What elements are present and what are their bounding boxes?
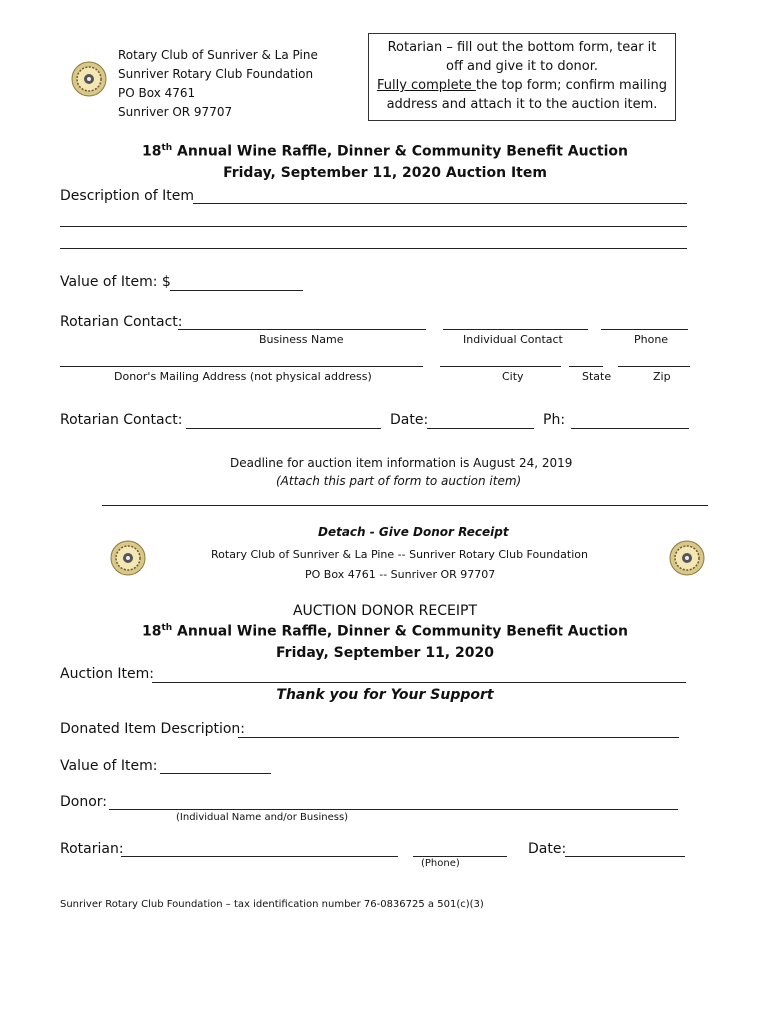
receipt-date-field[interactable]: [565, 856, 685, 857]
date-label: Date:: [390, 412, 429, 428]
individual-contact-field[interactable]: [443, 329, 588, 330]
receipt-phone-caption: (Phone): [421, 858, 460, 869]
ph-field[interactable]: [571, 428, 689, 429]
donor-field[interactable]: [109, 809, 678, 810]
receipt-po-box: PO Box 4761 -- Sunriver OR 97707: [305, 568, 496, 581]
receipt-date-label: Date:: [528, 841, 567, 857]
detach-note: Detach - Give Donor Receipt: [318, 525, 509, 539]
business-name-field[interactable]: [178, 329, 426, 330]
state-caption: State: [582, 370, 612, 383]
date-field[interactable]: [427, 428, 534, 429]
rotary-seal-icon: [110, 540, 146, 576]
foundation-name: Sunriver Rotary Club Foundation: [118, 67, 314, 81]
description-field-line[interactable]: [60, 248, 687, 249]
receipt-org-line: Rotary Club of Sunriver & La Pine -- Sunriver Rotary Club Foundation: [211, 548, 588, 561]
notice-line: address and attach it to the auction item.: [386, 97, 658, 112]
rotary-seal-icon: [669, 540, 705, 576]
donated-description-field[interactable]: [238, 737, 679, 738]
individual-contact-caption: Individual Contact: [463, 333, 563, 346]
value-label: Value of Item: $: [60, 274, 171, 290]
ph-label: Ph:: [543, 412, 566, 428]
donor-label: Donor:: [60, 794, 108, 810]
rotarian-label: Rotarian:: [60, 841, 124, 857]
attach-note: (Attach this part of form to auction item): [276, 474, 522, 488]
phone-field[interactable]: [601, 329, 688, 330]
notice-rest: the top form; confirm mailing: [475, 78, 668, 93]
receipt-phone-field[interactable]: [413, 856, 507, 857]
rotary-seal-icon: [71, 61, 107, 97]
tear-line: [102, 505, 708, 506]
rotarian-contact-field[interactable]: [186, 428, 381, 429]
receipt-heading: AUCTION DONOR RECEIPT: [292, 603, 477, 619]
tax-id-note: Sunriver Rotary Club Foundation – tax identification number 76-0836725 a 501(c)(3): [60, 899, 484, 910]
org-name: Rotary Club of Sunriver & La Pine: [118, 48, 318, 62]
state-field[interactable]: [569, 366, 603, 367]
thanks-note: Thank you for Your Support: [276, 687, 494, 703]
value-field[interactable]: [170, 290, 303, 291]
mailing-address-caption: Donor's Mailing Address (not physical address): [114, 370, 372, 383]
business-name-caption: Business Name: [259, 333, 344, 346]
zip-field[interactable]: [618, 366, 690, 367]
auction-item-field[interactable]: [152, 682, 686, 683]
receipt-date-line: Friday, September 11, 2020: [276, 645, 494, 661]
donor-caption: (Individual Name and/or Business): [176, 812, 349, 823]
rotarian-contact-label: Rotarian Contact:: [60, 314, 183, 330]
deadline-note: Deadline for auction item information is August 24, 2019: [230, 456, 573, 470]
receipt-value-field[interactable]: [160, 773, 271, 774]
notice-line: off and give it to donor.: [445, 59, 599, 74]
receipt-value-label: Value of Item:: [60, 758, 158, 774]
po-box: PO Box 4761: [118, 86, 196, 100]
event-subtitle: Friday, September 11, 2020 Auction Item: [223, 165, 547, 181]
notice-line: [369, 78, 675, 93]
city-state-zip: Sunriver OR 97707: [118, 105, 233, 119]
mailing-address-field[interactable]: [60, 366, 423, 367]
receipt-event-title: 18th Annual Wine Raffle, Dinner & Community Benefit Auction: [141, 623, 628, 640]
auction-item-label: Auction Item:: [60, 666, 155, 682]
phone-caption: Phone: [634, 333, 669, 346]
donated-description-label: Donated Item Description:: [60, 721, 246, 737]
zip-caption: Zip: [653, 370, 671, 383]
city-field[interactable]: [440, 366, 561, 367]
description-label: Description of Item: [60, 188, 194, 204]
notice-underlined: Fully complete: [376, 78, 476, 93]
rotarian-field[interactable]: [121, 856, 398, 857]
city-caption: City: [502, 370, 524, 383]
description-field-line[interactable]: [60, 226, 687, 227]
rotarian-contact-label-2: Rotarian Contact:: [60, 412, 183, 428]
instruction-box: [368, 33, 676, 121]
event-title: 18th Annual Wine Raffle, Dinner & Community Benefit Auction: [141, 143, 628, 160]
notice-line: Rotarian – fill out the bottom form, tear it: [387, 40, 657, 55]
description-field[interactable]: [193, 203, 687, 204]
